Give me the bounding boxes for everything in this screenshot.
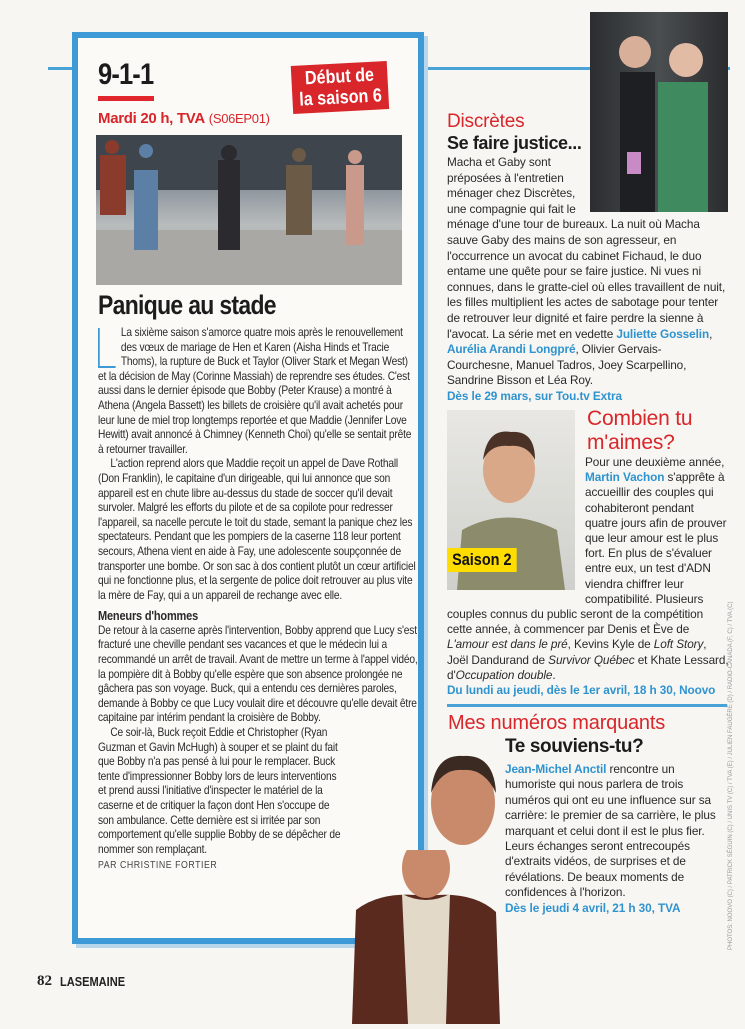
- badge-line-1: Début de: [304, 64, 375, 90]
- photo-illustration: [426, 748, 500, 850]
- paragraph-2: L'action reprend alors que Maddie reçoit un appel de Dave Rothall (Don Franklin), le capitaine d'un dirigeable, qui lui annonce que son appareil est en chute libre au-dessus du stade de soccer qu'il devait survoler. Malgré les efforts du pilote et de sa copilote pour redresser l'appareil, sa nacelle percute le toit du stade, semant la panique chez les spectateurs. Pendant que les pompiers de la caserne 118 leur portent secours, Athena vient en aide à Fay, une adolescente soupçonnée de transporter une bombe. Or son sac à dos contient plutôt un cœur artificiel qui ne fonctionne plus, et la sergente de police doit retrouver au plus vite la mère de Fay, qui a un appareil de rechange avec elle.: [98, 457, 416, 602]
- numeros-text: rencontre un humoriste qui nous parlera de trois numéros qui ont eu une influence sur sa carrière: le premier de sa carrière, le plus marquant et celui dont il est le plus fier. Leurs échanges seront entrecoupés d'extraits vidéos, de surprises et de révélations. De beaux moments de confidences à l'horizon.: [505, 762, 716, 900]
- show-title-ref: L'amour est dans le pré: [447, 637, 568, 652]
- paragraph-4: Ce soir-là, Buck reçoit Eddie et Christopher (Ryan Guzman et Gavin McHugh) à souper et se plaint du fait que Bobby n'a pas pensé à lui pour le remplacer. Buck tente d'impressionner Bobby lors de leurs interventions et prend aussi l'initiative d'inspecter le matériel de la caserne et de critiquer la façon dont Hen s'occupe de son ambulance. Cette dernière est si irritée par son comportement qu'elle supplie Bobby de se dépêcher de nommer son remplaçant.: [98, 726, 341, 856]
- airtime-text: Mardi 20 h, TVA: [98, 110, 205, 127]
- magazine-logo: LASEMAINE: [60, 974, 126, 989]
- discretes-text: Macha et Gaby sont préposées à l'entretien ménager chez Discrètes, une compagnie qui fait le ménage d'une tour de bureaux. La nuit où Macha sauve Gaby des mains de son agresseur, en l'occurrence un avocat du cabinet Fichaud, le duo entame une quête pour se faire justice. Ni vues ni connues, dans le gratte-ciel où elles travaillent de nuit, les filles multiplient les actes de sabotage pour tenter de retrouver leur dignité et faire perdre la sienne à l'avocat. La série met en vedette: [447, 155, 726, 341]
- show-title: 9-1-1: [98, 58, 154, 91]
- stadium-scene-photo: [96, 135, 402, 285]
- combien-text: , Joël Dandurand de: [447, 637, 707, 667]
- paragraph-3: De retour à la caserne après l'intervention, Bobby apprend que Lucy s'est fracturé une cheville pendant ses vacances et que le médecin lui a recommandé un arrêt de travail. Avant de mettre un terme à l'appel vidéo, la pompière dit à Bobby qu'elle espère que son absence prolongée ne gâchera pas son voyage. Buck, qui a entendu ces dernières paroles, demande à Bobby ce que Lucy voulait dire et découvre qu'elle devait être capitaine par intérim pendant la croisière de Bobby.: [98, 623, 418, 725]
- show-title-ref: Loft Story: [653, 637, 704, 652]
- combien-text: .: [552, 667, 556, 682]
- drop-cap-bracket: [98, 328, 116, 368]
- episode-code: (S06EP01): [208, 111, 270, 126]
- show-airtime: [98, 110, 270, 127]
- badge-line-2: la saison 6: [298, 85, 383, 111]
- subheading: Meneurs d'hommes: [98, 609, 199, 624]
- numeros-body: [505, 762, 717, 916]
- combien-text: Pour une deuxième année,: [585, 455, 725, 469]
- star-name: Juliette Gosselin: [616, 326, 710, 341]
- article-headline: Panique au stade: [98, 290, 276, 320]
- page-number: 82: [37, 973, 52, 989]
- combien-text: et Khate Lessard, d': [447, 652, 729, 682]
- paragraph-1: La sixième saison s'amorce quatre mois après le renouvellement des vœux de mariage de Hen et Karen (Aisha Hinds et Tracie Thoms), la rupture de Buck et Taylor (Oliver Stark et Megan West) et la décision de May (Corinne Massiah) de reprendre ses études. C'est aussi dans le dernier épisode que Bobby (Peter Krause) a montré à Athena (Angela Bassett) les billets de croisière qu'il avait achetés pour leur lune de miel trop longtemps reportée et que Maddie (Jennifer Love Hewitt) avait annoncé à Chimney (Kenneth Choi) qu'elle se sentait prête à retourner travailler.: [98, 326, 412, 456]
- discretes-show-name: Discrètes: [447, 111, 525, 132]
- discretes-text-cont: , Olivier Gervais-Courchesne, Manuel Tadros, Joey Scarpellino, Sandrine Bisson et Léa Roy.: [447, 342, 687, 388]
- numeros-headline: Te souviens-tu?: [505, 736, 644, 757]
- article-body: [98, 326, 418, 874]
- section-rule: [447, 704, 727, 707]
- discretes-airtime: Dès le 29 mars, sur Tou.tv Extra: [447, 388, 622, 403]
- photo-illustration: [352, 850, 500, 1024]
- separator: ,: [709, 326, 713, 341]
- jean-michel-anctil-photo: [352, 850, 500, 1024]
- host-name: Jean-Michel Anctil: [505, 762, 607, 776]
- season-badge: [291, 61, 390, 114]
- combien-show-name: Combien tu m'aimes?: [587, 407, 693, 454]
- combien-text: , Kevins Kyle de: [567, 637, 654, 652]
- host-name: Martin Vachon: [585, 470, 665, 485]
- star-name: Aurélia Arandi Longpré: [447, 342, 576, 357]
- combien-text: s'apprête à accueillir des couples qui cohabiteront pendant quatre jours afin de prouver que leur amour est le plus fort. En plus de s'évaluer entre eux, un test d'ADN viendra chiffrer leur compatibilité. Plusieurs couples connus du public seront de la compétition cette année, à commencer par Denis et Ève de: [447, 470, 727, 637]
- jean-michel-head: [426, 748, 500, 850]
- photo-illustration: [96, 135, 402, 285]
- discretes-headline: Se faire justice...: [447, 133, 582, 153]
- combien-body: [447, 455, 729, 698]
- numeros-airtime: Dès le jeudi 4 avril, 21 h 30, TVA: [505, 900, 681, 915]
- photo-wrap-space: [447, 455, 585, 593]
- show-title-ref: Occupation double: [455, 667, 553, 682]
- byline: PAR CHRISTINE FORTIER: [98, 860, 218, 872]
- photo-wrap-space: [587, 155, 727, 213]
- photo-credits: PHOTOS: NOOVO (C) / PATRICK SÉGUIN (C) / UNIS TV (C) / TVA (E) / JULIEN FAUGÈRE (D) / RADIO-CANADA (F, C) / TVA (C): [728, 601, 734, 950]
- discretes-body: [447, 155, 727, 405]
- combien-airtime: Du lundi au jeudi, dès le 1er avril, 18 h 30, Noovo: [447, 683, 716, 698]
- season-2-badge: Saison 2: [447, 548, 517, 572]
- title-underline: [98, 96, 154, 101]
- show-title-ref: Survivor Québec: [548, 652, 635, 667]
- numeros-show-name: Mes numéros marquants: [448, 712, 666, 734]
